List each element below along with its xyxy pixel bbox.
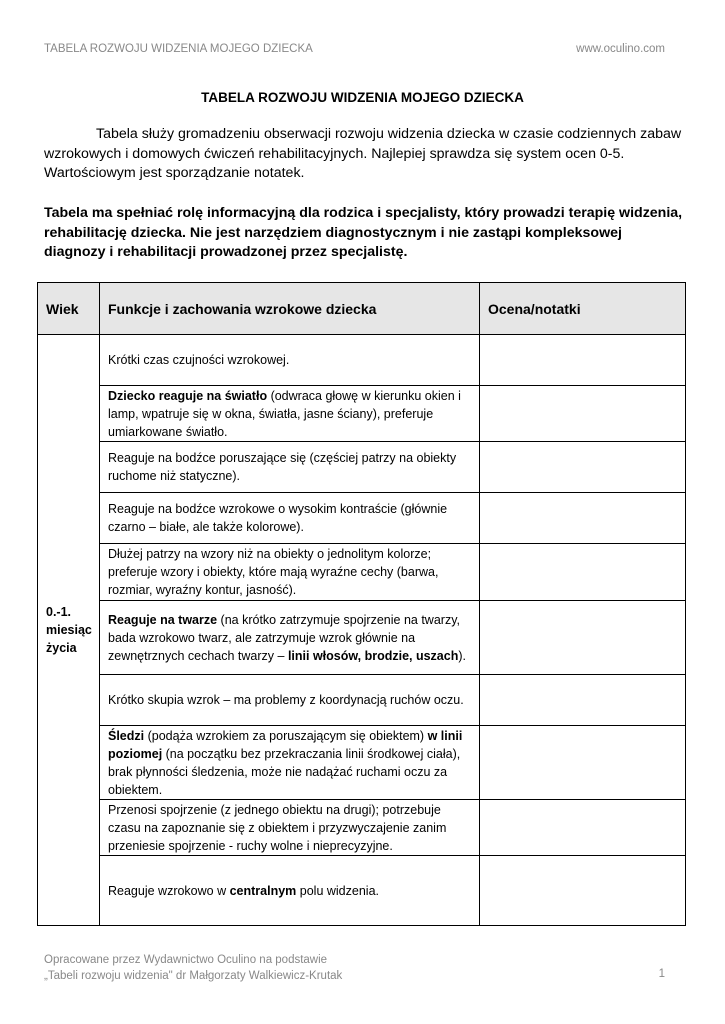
intro-text: Tabela służy gromadzeniu obserwacji rozwoju widzenia dziecka w czasie codziennych zabaw wzrokowych i domowych ćwiczeń rehabilitacyjnych. Najlepiej sprawdza się system ocen 0-5. Wartościowym jest sporządzanie notatek. bbox=[44, 126, 682, 181]
disclaimer-paragraph: Tabela ma spełniać rolę informacyjną dla rodzica i specjalisty, który prowadzi terapię widzenia, rehabilitację dziecka. Nie jest narzędziem diagnostycznym i nie zastąpi kompleksowej diagnozy i rehabilitacji prowadzonej przez specjalistę. bbox=[44, 205, 683, 260]
function-cell: Przenosi spojrzenie (z jednego obiektu na drugi); potrzebuje czasu na zapoznanie się z obiektem i przyzwyczajenie zanim przeniesie spojrzenie - ruchy wolne i nieprecyzyjne. bbox=[100, 800, 480, 856]
function-cell: Śledzi (podąża wzrokiem za poruszającym się obiektem) w linii poziomej (na początku bez przekraczania linii środkowej ciała), brak płynności śledzenia, może nie nadążać ruchami oczu za obiektem. bbox=[100, 726, 480, 800]
vision-development-table bbox=[37, 282, 686, 926]
header-functions: Funkcje i zachowania wzrokowe dziecka bbox=[100, 283, 480, 335]
table-row bbox=[38, 493, 686, 544]
table-row bbox=[38, 335, 686, 386]
notes-cell[interactable] bbox=[480, 493, 686, 544]
running-header-title: TABELA ROZWOJU WIDZENIA MOJEGO DZIECKA bbox=[44, 43, 313, 55]
notes-cell[interactable] bbox=[480, 335, 686, 386]
age-cell: 0.-1. miesiąc życia bbox=[38, 335, 100, 926]
function-cell: Dziecko reaguje na światło (odwraca głowę w kierunku okien i lamp, wpatruje się w okna, światła, jasne ściany), preferuje umiarkowane światło. bbox=[100, 386, 480, 442]
function-cell: Krótki czas czujności wzrokowej. bbox=[100, 335, 480, 386]
footer-line-1: Opracowane przez Wydawnictwo Oculino na podstawie bbox=[44, 954, 328, 966]
table-row bbox=[38, 726, 686, 800]
notes-cell[interactable] bbox=[480, 442, 686, 493]
document-title: TABELA ROZWOJU WIDZENIA MOJEGO DZIECKA bbox=[201, 90, 524, 105]
running-header-url: www.oculino.com bbox=[576, 43, 665, 55]
table-row bbox=[38, 800, 686, 856]
notes-cell[interactable] bbox=[480, 675, 686, 726]
notes-cell[interactable] bbox=[480, 726, 686, 800]
notes-cell[interactable] bbox=[480, 800, 686, 856]
table-row bbox=[38, 675, 686, 726]
footer-attribution bbox=[44, 952, 342, 984]
intro-paragraph bbox=[44, 125, 684, 184]
function-cell: Reaguje na twarze (na krótko zatrzymuje spojrzenie na twarzy, bada wzrokowo twarz, ale zatrzymuje wzrok głównie na zewnętrznych cechach twarzy – linii włosów, brodzie, uszach). bbox=[100, 601, 480, 675]
table-header-row bbox=[38, 283, 686, 335]
footer-line-2: „Tabeli rozwoju widzenia" dr Małgorzaty Walkiewicz-Krutak bbox=[44, 970, 343, 982]
page-number: 1 bbox=[658, 968, 665, 980]
table-row bbox=[38, 544, 686, 601]
function-cell: Dłużej patrzy na wzory niż na obiekty o jednolitym kolorze; preferuje wzory i obiekty, które mają wyraźne cechy (barwa, rozmiar, wyraźny kontur, jasność). bbox=[100, 544, 480, 601]
notes-cell[interactable] bbox=[480, 544, 686, 601]
function-cell: Krótko skupia wzrok – ma problemy z koordynacją ruchów oczu. bbox=[100, 675, 480, 726]
function-cell: Reaguje na bodźce poruszające się (częściej patrzy na obiekty ruchome niż statyczne). bbox=[100, 442, 480, 493]
header-notes: Ocena/notatki bbox=[480, 283, 686, 335]
table-row bbox=[38, 386, 686, 442]
notes-cell[interactable] bbox=[480, 386, 686, 442]
table-row bbox=[38, 601, 686, 675]
function-cell: Reaguje na bodźce wzrokowe o wysokim kontraście (głównie czarno – białe, ale także kolorowe). bbox=[100, 493, 480, 544]
notes-cell[interactable] bbox=[480, 601, 686, 675]
function-cell: Reaguje wzrokowo w centralnym polu widzenia. bbox=[100, 856, 480, 926]
table-row bbox=[38, 856, 686, 926]
table-row bbox=[38, 442, 686, 493]
notes-cell[interactable] bbox=[480, 856, 686, 926]
header-age: Wiek bbox=[38, 283, 100, 335]
